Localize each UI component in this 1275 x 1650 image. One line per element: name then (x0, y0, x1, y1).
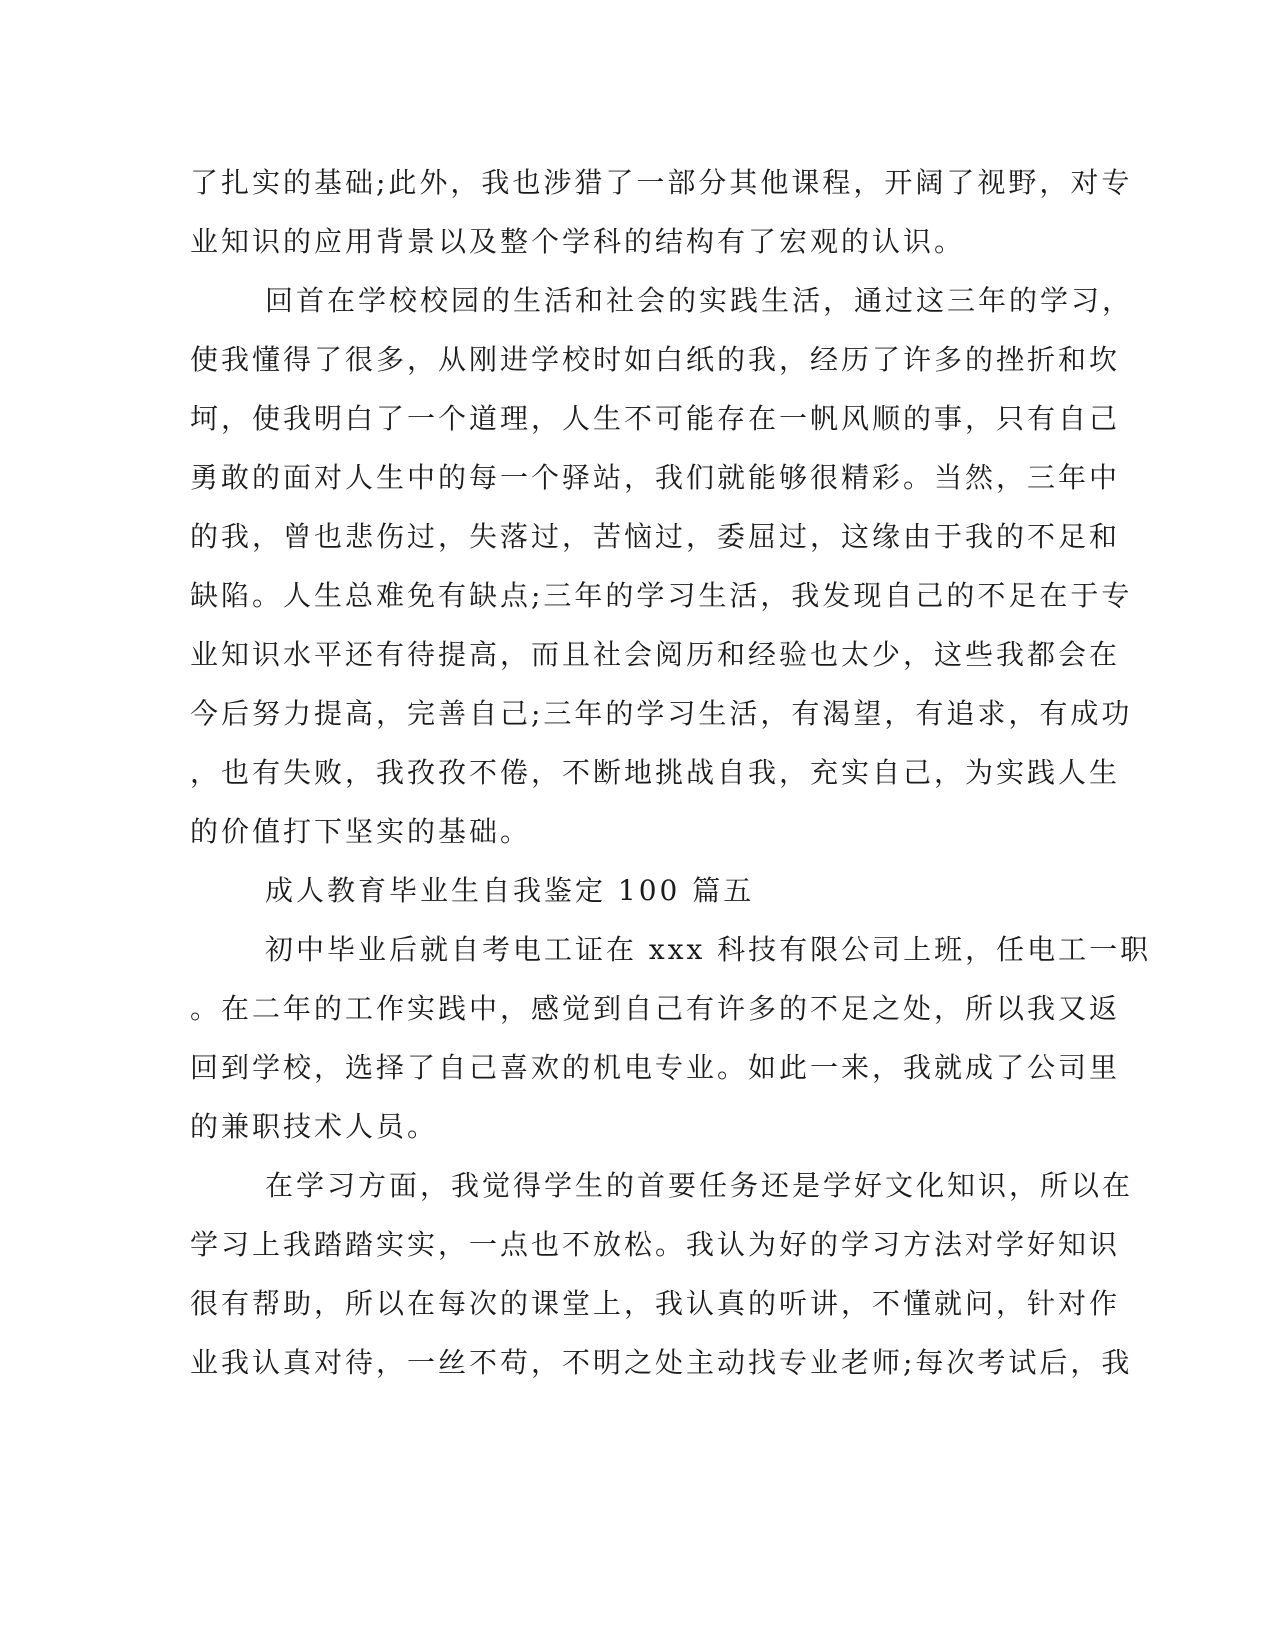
text-line: 勇敢的面对人生中的每一个驿站，我们就能够很精彩。当然，三年中 (190, 461, 1121, 494)
text-line: 了扎实的基础;此外，我也涉猎了一部分其他课程，开阔了视野，对专 (190, 166, 1133, 199)
text-line: 业我认真对待，一丝不苟，不明之处主动找专业老师;每次考试后，我 (190, 1346, 1133, 1379)
text-line: 的兼职技术人员。 (190, 1110, 439, 1143)
text-line: 缺陷。人生总难免有缺点;三年的学习生活，我发现自己的不足在于专 (190, 579, 1133, 612)
text-line: 学习上我踏踏实实，一点也不放松。我认为好的学习方法对学好知识 (190, 1228, 1121, 1261)
paragraph-first-line: 在学习方面，我觉得学生的首要任务还是学好文化知识，所以在 (265, 1169, 1134, 1202)
text-line: 业知识的应用背景以及整个学科的结构有了宏观的认识。 (190, 225, 966, 258)
text-line: 的我，曾也悲伤过，失落过，苦恼过，委屈过，这缘由于我的不足和 (190, 520, 1121, 553)
paragraph-first-line: 初中毕业后就自考电工证在 xxx 科技有限公司上班，任电工一职 (265, 933, 1152, 966)
text-line: 坷，使我明白了一个道理，人生不可能存在一帆风顺的事，只有自己 (190, 402, 1121, 435)
text-line: 。在二年的工作实践中，感觉到自己有许多的不足之处，所以我又返 (190, 992, 1121, 1025)
text-line: 业知识水平还有待提高，而且社会阅历和经验也太少，这些我都会在 (190, 638, 1121, 671)
text-line: 今后努力提高，完善自己;三年的学习生活，有渴望，有追求，有成功 (190, 697, 1133, 730)
text-line: 很有帮助，所以在每次的课堂上，我认真的听讲，不懂就问，针对作 (190, 1287, 1121, 1320)
text-line: 使我懂得了很多，从刚进学校时如白纸的我，经历了许多的挫折和坎 (190, 343, 1121, 376)
text-line: 回到学校，选择了自己喜欢的机电专业。如此一来，我就成了公司里 (190, 1051, 1121, 1084)
section-heading: 成人教育毕业生自我鉴定 100 篇五 (265, 874, 755, 907)
paragraph-first-line: 回首在学校校园的生活和社会的实践生活，通过这三年的学习， (265, 284, 1134, 317)
text-line: 的价值打下坚实的基础。 (190, 815, 532, 848)
text-line: ，也有失败，我孜孜不倦，不断地挑战自我，充实自己，为实践人生 (190, 756, 1121, 789)
